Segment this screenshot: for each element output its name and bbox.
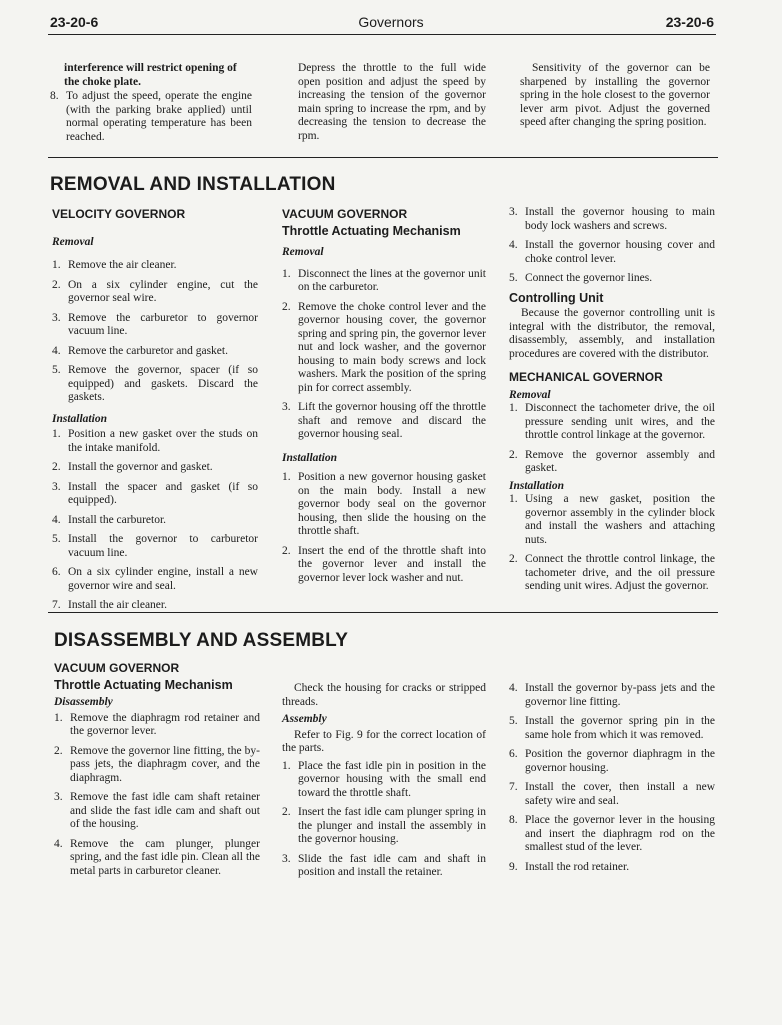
step-text: Disconnect the lines at the governor unit on the carburetor.	[298, 267, 486, 293]
section-rule	[48, 157, 718, 158]
step-text: Install the governor housing cover and choke control lever.	[525, 239, 715, 265]
step-text: Remove the governor assembly and gasket.	[525, 448, 715, 474]
step-number: 2.	[282, 300, 291, 313]
list-item	[509, 272, 715, 286]
step-text: Insert the fast idle cam plunger spring in the plunger and install the assembly in the governor housing.	[298, 806, 486, 845]
list-item	[509, 861, 715, 875]
step-text: Remove the governor line fitting, the by-pass jets, the diaphragm cover, and the diaphragm.	[70, 744, 260, 784]
list-item	[509, 781, 715, 808]
step-text: Remove the carburetor to governor vacuum line.	[68, 311, 258, 337]
list-item	[509, 402, 715, 443]
step-text: Remove the diaphragm rod retainer and the governor lever.	[70, 711, 260, 737]
step-text: Position a new governor housing gasket on the main body. Install a new governor body seal on the governor housing, then slide the housing on the throttle shaft.	[298, 471, 486, 537]
step-text: Remove the choke control lever and the governor housing cover, the governor spring and spring pin, the governor lever nut and lock washer, and the governor housing to main body screws and lock washers. Mark the position of the spring pin for correct assembly.	[298, 300, 486, 394]
step-text: Disconnect the tachometer drive, the oil pressure sending unit wires, and the throttle control linkage at the governor.	[525, 402, 715, 441]
list-item	[52, 428, 258, 455]
step-text: Remove the air cleaner.	[68, 259, 177, 271]
step-text: Install the governor by-pass jets and the governor line fitting.	[525, 682, 715, 708]
list-item	[54, 791, 260, 832]
throttle-actuating-heading: Throttle Actuating Mechanism	[54, 677, 233, 692]
step-number: 1.	[509, 402, 518, 414]
list-item	[282, 806, 486, 847]
controlling-unit-text: Because the governor controlling unit is integral with the distributor, the removal, disassembly, assembly, and installation procedures are covered with the distributor.	[509, 307, 715, 360]
controlling-unit-heading: Controlling Unit	[509, 290, 604, 305]
step-text: Install the rod retainer.	[525, 860, 630, 873]
step-text: Install the governor to carburetor vacuum line.	[68, 533, 258, 559]
list-item	[52, 461, 258, 475]
step-text: On a six cylinder engine, install a new governor wire and seal.	[68, 566, 258, 592]
list-item	[50, 90, 252, 144]
step-text: To adjust the speed, operate the engine (with the parking brake applied) until normal operating temperature has been reached.	[66, 90, 252, 143]
mechanical-governor-heading: MECHANICAL GOVERNOR	[509, 370, 663, 384]
list-item	[282, 401, 486, 442]
list-item	[509, 449, 715, 476]
throttle-actuating-heading: Throttle Actuating Mechanism	[282, 223, 461, 238]
vacuum-governor-heading: VACUUM GOVERNOR	[282, 207, 408, 221]
step-text: Install the carburetor.	[68, 513, 167, 526]
step-number: 2.	[282, 544, 291, 557]
step-text: Position the governor diaphragm in the governor housing.	[525, 748, 715, 774]
inspection-text: Check the housing for cracks or stripped threads.	[282, 682, 486, 708]
step-number: 3.	[52, 480, 61, 493]
step-number: 4.	[52, 344, 61, 357]
list-item	[52, 481, 258, 508]
list-item	[509, 239, 715, 266]
velocity-installation-steps	[52, 428, 258, 613]
step-text: On a six cylinder engine, cut the governor seal wire.	[68, 278, 258, 304]
step-number: 5.	[52, 364, 61, 376]
installation-label: Installation	[282, 451, 337, 464]
step-text: Remove the fast idle cam shaft retainer and slide the fast idle cam and shaft out of the housing.	[70, 791, 260, 830]
step-number: 3.	[282, 401, 291, 413]
vacuum-installation-continued	[509, 206, 715, 286]
list-item	[52, 364, 258, 405]
step-number: 2.	[52, 278, 61, 291]
removal-label: Removal	[509, 388, 551, 401]
list-item	[52, 533, 258, 560]
step-number: 4.	[54, 837, 63, 850]
continued-text: interference will restrict opening of the choke plate.	[64, 62, 237, 88]
step-text: Connect the throttle control linkage, the tachometer drive, and the oil pressure sending unit wires. Adjust the governor.	[525, 553, 715, 592]
paragraph: Depress the throttle to the full wide open position and adjust the speed by increasing the tension of the governor main spring to increase the rpm, and by decreasing the tension to decrease the rpm.	[298, 62, 486, 142]
step-number: 2.	[509, 553, 518, 565]
step-text: Place the governor lever in the housing and insert the diaphragm rod on the smallest stud of the lever.	[525, 814, 715, 853]
list-item	[52, 279, 258, 306]
step-number: 6.	[509, 748, 518, 760]
list-item	[282, 545, 486, 586]
section-rule	[48, 612, 718, 613]
list-item	[509, 553, 715, 594]
removal-label: Removal	[282, 246, 324, 258]
list-item	[509, 206, 715, 233]
step-number: 3.	[509, 206, 518, 218]
list-item	[509, 715, 715, 742]
list-item	[282, 268, 486, 295]
list-item	[509, 493, 715, 547]
step-text: Install the cover, then install a new safety wire and seal.	[525, 781, 715, 807]
step-number: 1.	[282, 471, 291, 483]
step-number: 1.	[54, 711, 63, 724]
step-number: 4.	[52, 513, 61, 526]
step-text: Insert the end of the throttle shaft into the governor lever and install the governor lever lock washer and nut.	[298, 544, 486, 584]
list-item	[282, 760, 486, 801]
step-text: Install the governor housing to main body lock washers and screws.	[525, 206, 715, 232]
step-number: 1.	[509, 493, 518, 505]
list-item	[52, 566, 258, 593]
disassembly-column	[54, 658, 260, 878]
mechanical-removal-steps	[509, 402, 715, 476]
step-number: 1.	[282, 759, 291, 772]
step-text: Connect the governor lines.	[525, 272, 653, 284]
list-item	[54, 712, 260, 739]
installation-label: Installation	[509, 479, 564, 492]
disassembly-label: Disassembly	[54, 696, 113, 708]
list-item	[52, 312, 258, 339]
list-item	[509, 682, 715, 709]
step-number: 1.	[52, 259, 61, 271]
step-text: Remove the carburetor and gasket.	[68, 344, 228, 357]
section-title-removal: REMOVAL AND INSTALLATION	[50, 174, 336, 195]
step-number: 1.	[52, 428, 61, 440]
step-text: Install the air cleaner.	[68, 599, 167, 611]
header-rule	[48, 34, 716, 35]
step-number: 6.	[52, 566, 61, 578]
vacuum-governor-column	[282, 204, 486, 585]
step-number: 5.	[509, 715, 518, 727]
vacuum-installation-steps	[282, 471, 486, 585]
step-number: 1.	[282, 267, 291, 280]
step-number: 8.	[50, 90, 59, 102]
list-item	[282, 853, 486, 880]
velocity-governor-heading: VELOCITY GOVERNOR	[52, 207, 186, 221]
assembly-steps-continued	[509, 682, 715, 874]
step-number: 3.	[54, 791, 63, 803]
step-number: 9.	[509, 860, 518, 873]
list-item	[54, 838, 260, 879]
step-number: 2.	[509, 448, 518, 461]
list-item	[282, 301, 486, 396]
step-number: 3.	[282, 852, 291, 865]
step-number: 7.	[52, 599, 61, 611]
list-item	[509, 748, 715, 775]
list-item	[282, 471, 486, 539]
step-text: Remove the governor, spacer (if so equipped) and gaskets. Discard the gaskets.	[68, 364, 258, 403]
step-text: Place the fast idle pin in position in the governor housing with the small end toward the throttle shaft.	[298, 759, 486, 799]
step-number: 2.	[282, 806, 291, 818]
assembly-column	[282, 682, 486, 880]
figure-reference: Refer to Fig. 9 for the correct location of the parts.	[282, 728, 486, 754]
step-number: 5.	[52, 533, 61, 545]
assembly-label: Assembly	[282, 713, 327, 725]
step-number: 7.	[509, 781, 518, 793]
disassembly-steps	[54, 712, 260, 879]
list-item	[52, 514, 258, 528]
step-text: Remove the cam plunger, plunger spring, and the fast idle pin. Clean all the metal parts in carburetor cleaner.	[70, 837, 260, 877]
list-item	[54, 745, 260, 786]
paragraph: Sensitivity of the governor can be sharpened by installing the governor spring in the hole closest to the governor lever arm pivot. Adjust the governed speed after changing the spring position.	[520, 62, 710, 128]
step-text: Install the governor spring pin in the same hole from which it was removed.	[525, 715, 715, 741]
step-text: Lift the governor housing off the throttle shaft and remove and discard the governor housing seal.	[298, 401, 486, 440]
step-number: 4.	[509, 682, 518, 694]
step-number: 3.	[52, 311, 61, 324]
section-title-disassembly: DISASSEMBLY AND ASSEMBLY	[54, 630, 349, 651]
list-item	[509, 814, 715, 855]
step-text: Position a new gasket over the studs on the intake manifold.	[68, 428, 258, 454]
top-column-2	[298, 62, 486, 143]
step-text: Slide the fast idle cam and shaft in position and install the retainer.	[298, 852, 486, 878]
step-number: 2.	[52, 461, 61, 473]
velocity-governor-column	[52, 204, 258, 613]
assembly-continued-column	[509, 682, 715, 874]
page-number-right: 23-20-6	[665, 14, 714, 30]
vacuum-governor-heading: VACUUM GOVERNOR	[54, 661, 180, 675]
list-item	[52, 599, 258, 613]
mechanical-governor-column	[509, 206, 715, 594]
step-number: 2.	[54, 744, 63, 757]
list-item	[52, 345, 258, 359]
mechanical-installation-steps	[509, 493, 715, 594]
step-number: 4.	[509, 239, 518, 251]
assembly-steps	[282, 760, 486, 880]
step-text: Install the spacer and gasket (if so equipped).	[68, 480, 258, 506]
list-item	[52, 259, 258, 273]
installation-label: Installation	[52, 412, 107, 425]
step-number: 8.	[509, 814, 518, 826]
removal-label: Removal	[52, 235, 94, 248]
step-text: Using a new gasket, position the governor assembly in the cylinder block and install the washers and attaching nuts.	[525, 493, 715, 546]
page-header-title: Governors	[358, 14, 424, 30]
vacuum-removal-steps	[282, 268, 486, 442]
top-column-3	[520, 62, 710, 130]
velocity-removal-steps	[52, 259, 258, 405]
step-number: 5.	[509, 272, 518, 284]
top-column-1	[50, 62, 252, 144]
page-number-left: 23-20-6	[50, 14, 99, 30]
step-text: Install the governor and gasket.	[68, 461, 213, 473]
